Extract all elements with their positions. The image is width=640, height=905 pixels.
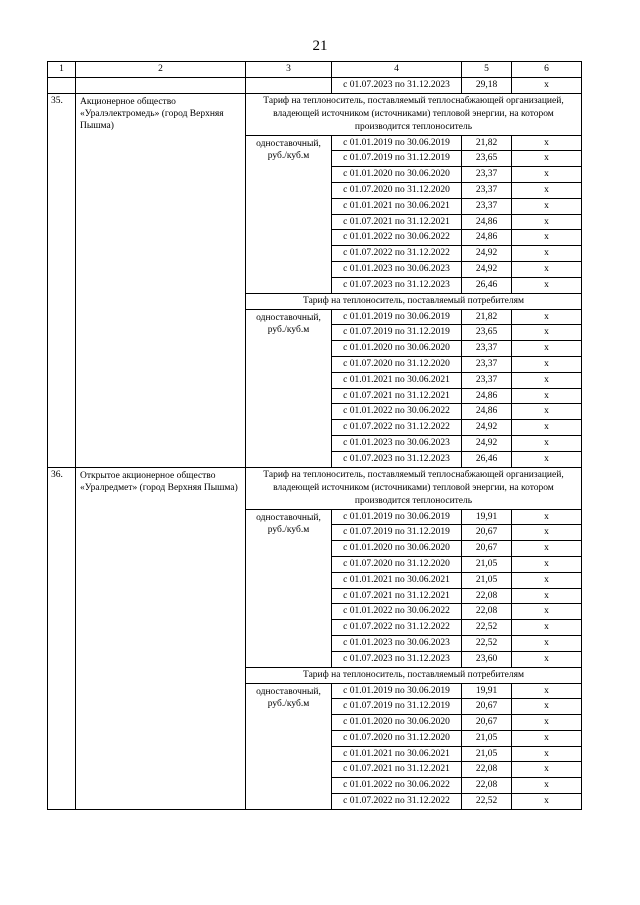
value-cell: 20,67 <box>462 699 512 715</box>
empty-cell <box>48 77 76 93</box>
section-title-row <box>48 93 582 135</box>
value-cell: 21,05 <box>462 730 512 746</box>
value-cell: 19,91 <box>462 683 512 699</box>
mark-cell: х <box>512 325 582 341</box>
period-cell: с 01.01.2022 по 30.06.2022 <box>332 404 462 420</box>
value-cell: 24,86 <box>462 214 512 230</box>
value-cell: 21,05 <box>462 746 512 762</box>
tariff-section-title: Тариф на теплоноситель, поставляемый потребителям <box>246 293 582 309</box>
mark-cell: х <box>512 246 582 262</box>
table-row <box>48 77 582 93</box>
column-number-header-row <box>48 62 582 78</box>
column-header: 3 <box>246 62 332 78</box>
period-cell: с 01.07.2022 по 31.12.2022 <box>332 620 462 636</box>
value-cell: 22,52 <box>462 620 512 636</box>
mark-cell: х <box>512 509 582 525</box>
period-cell: с 01.07.2020 по 31.12.2020 <box>332 182 462 198</box>
period-cell: с 01.07.2022 по 31.12.2022 <box>332 246 462 262</box>
period-cell: с 01.07.2020 по 31.12.2020 <box>332 556 462 572</box>
mark-cell: х <box>512 309 582 325</box>
value-cell: 22,08 <box>462 604 512 620</box>
mark-cell: х <box>512 388 582 404</box>
value-cell: 21,82 <box>462 135 512 151</box>
mark-cell: х <box>512 683 582 699</box>
value-cell: 24,92 <box>462 261 512 277</box>
value-cell: 26,46 <box>462 277 512 293</box>
period-cell: с 01.01.2019 по 30.06.2019 <box>332 309 462 325</box>
value-cell: 23,60 <box>462 651 512 667</box>
period-cell: с 01.01.2021 по 30.06.2021 <box>332 372 462 388</box>
unit-cell: одноставочный, руб./куб.м <box>246 135 332 293</box>
period-cell: с 01.01.2020 по 30.06.2020 <box>332 167 462 183</box>
value-cell: 20,67 <box>462 541 512 557</box>
period-cell: с 01.07.2020 по 31.12.2020 <box>332 356 462 372</box>
value-cell: 22,52 <box>462 794 512 810</box>
unit-cell: одноставочный, руб./куб.м <box>246 309 332 467</box>
mark-cell: х <box>512 277 582 293</box>
entry-number: 35. <box>48 93 76 467</box>
mark-cell: х <box>512 746 582 762</box>
period-cell: с 01.07.2019 по 31.12.2019 <box>332 525 462 541</box>
period-cell: с 01.07.2021 по 31.12.2021 <box>332 388 462 404</box>
value-cell: 24,86 <box>462 230 512 246</box>
period-cell: с 01.01.2022 по 30.06.2022 <box>332 604 462 620</box>
value-cell: 24,92 <box>462 435 512 451</box>
period-cell: с 01.01.2020 по 30.06.2020 <box>332 341 462 357</box>
period-cell: с 01.01.2019 по 30.06.2019 <box>332 683 462 699</box>
organization-name: Акционерное общество «Уралэлектромедь» (город Верхняя Пышма) <box>76 93 246 467</box>
value-cell: 22,08 <box>462 588 512 604</box>
period-cell: с 01.01.2023 по 30.06.2023 <box>332 261 462 277</box>
period-cell: с 01.07.2023 по 31.12.2023 <box>332 277 462 293</box>
mark-cell: х <box>512 341 582 357</box>
mark-cell: х <box>512 572 582 588</box>
period-cell: с 01.01.2019 по 30.06.2019 <box>332 509 462 525</box>
column-header: 6 <box>512 62 582 78</box>
value-cell: 20,67 <box>462 715 512 731</box>
value-cell: 24,86 <box>462 404 512 420</box>
period-cell: с 01.01.2021 по 30.06.2021 <box>332 746 462 762</box>
value-cell: 23,65 <box>462 151 512 167</box>
value-cell: 24,86 <box>462 388 512 404</box>
mark-cell: х <box>512 699 582 715</box>
empty-cell <box>76 77 246 93</box>
value-cell: 24,92 <box>462 246 512 262</box>
unit-cell: одноставочный, руб./куб.м <box>246 509 332 667</box>
column-header: 2 <box>76 62 246 78</box>
mark-cell: х <box>512 198 582 214</box>
mark-cell: х <box>512 135 582 151</box>
mark-cell: х <box>512 151 582 167</box>
page-number: 21 <box>312 38 328 54</box>
tariff-section-title: Тариф на теплоноситель, поставляемый теплоснабжающей организацией, владеющей источником (источниками) тепловой энергии, на котором производится теплоноситель <box>246 467 582 509</box>
mark-cell: х <box>512 261 582 277</box>
period-cell: с 01.01.2023 по 30.06.2023 <box>332 635 462 651</box>
value-cell: 23,37 <box>462 198 512 214</box>
period-cell: с 01.01.2021 по 30.06.2021 <box>332 572 462 588</box>
period-cell: с 01.07.2023 по 31.12.2023 <box>332 77 462 93</box>
mark-cell: х <box>512 604 582 620</box>
value-cell: 24,92 <box>462 420 512 436</box>
value-cell: 19,91 <box>462 509 512 525</box>
value-cell: 21,82 <box>462 309 512 325</box>
mark-cell: х <box>512 214 582 230</box>
entry-number: 36. <box>48 467 76 809</box>
value-cell: 20,67 <box>462 525 512 541</box>
period-cell: с 01.07.2022 по 31.12.2022 <box>332 420 462 436</box>
period-cell: с 01.07.2023 по 31.12.2023 <box>332 651 462 667</box>
mark-cell: х <box>512 715 582 731</box>
period-cell: с 01.07.2020 по 31.12.2020 <box>332 730 462 746</box>
empty-cell <box>246 77 332 93</box>
mark-cell: х <box>512 794 582 810</box>
period-cell: с 01.01.2021 по 30.06.2021 <box>332 198 462 214</box>
value-cell: 29,18 <box>462 77 512 93</box>
value-cell: 21,05 <box>462 572 512 588</box>
mark-cell: х <box>512 588 582 604</box>
period-cell: с 01.07.2021 по 31.12.2021 <box>332 588 462 604</box>
value-cell: 23,37 <box>462 341 512 357</box>
period-cell: с 01.01.2022 по 30.06.2022 <box>332 230 462 246</box>
mark-cell: х <box>512 541 582 557</box>
value-cell: 22,08 <box>462 778 512 794</box>
value-cell: 23,37 <box>462 182 512 198</box>
tariff-section-title: Тариф на теплоноситель, поставляемый потребителям <box>246 667 582 683</box>
period-cell: с 01.07.2019 по 31.12.2019 <box>332 151 462 167</box>
value-cell: 21,05 <box>462 556 512 572</box>
period-cell: с 01.07.2021 по 31.12.2021 <box>332 762 462 778</box>
organization-name: Открытое акционерное общество «Уралредмет» (город Верхняя Пышма) <box>76 467 246 809</box>
value-cell: 23,37 <box>462 167 512 183</box>
period-cell: с 01.07.2022 по 31.12.2022 <box>332 794 462 810</box>
column-header: 1 <box>48 62 76 78</box>
period-cell: с 01.07.2019 по 31.12.2019 <box>332 325 462 341</box>
value-cell: 23,37 <box>462 372 512 388</box>
column-header: 5 <box>462 62 512 78</box>
value-cell: 23,65 <box>462 325 512 341</box>
mark-cell: х <box>512 356 582 372</box>
period-cell: с 01.07.2019 по 31.12.2019 <box>332 699 462 715</box>
mark-cell: х <box>512 230 582 246</box>
mark-cell: х <box>512 167 582 183</box>
mark-cell: х <box>512 778 582 794</box>
mark-cell: х <box>512 635 582 651</box>
mark-cell: х <box>512 762 582 778</box>
column-header: 4 <box>332 62 462 78</box>
period-cell: с 01.07.2023 по 31.12.2023 <box>332 451 462 467</box>
mark-cell: х <box>512 372 582 388</box>
mark-cell: х <box>512 435 582 451</box>
period-cell: с 01.07.2021 по 31.12.2021 <box>332 214 462 230</box>
section-title-row <box>48 467 582 509</box>
mark-cell: х <box>512 651 582 667</box>
mark-cell: х <box>512 420 582 436</box>
period-cell: с 01.01.2020 по 30.06.2020 <box>332 715 462 731</box>
mark-cell: х <box>512 620 582 636</box>
period-cell: с 01.01.2023 по 30.06.2023 <box>332 435 462 451</box>
unit-cell: одноставочный, руб./куб.м <box>246 683 332 809</box>
value-cell: 26,46 <box>462 451 512 467</box>
tariff-section-title: Тариф на теплоноситель, поставляемый теплоснабжающей организацией, владеющей источником (источниками) тепловой энергии, на котором производится теплоноситель <box>246 93 582 135</box>
tariff-table <box>47 61 582 810</box>
value-cell: 22,08 <box>462 762 512 778</box>
period-cell: с 01.01.2019 по 30.06.2019 <box>332 135 462 151</box>
period-cell: с 01.01.2020 по 30.06.2020 <box>332 541 462 557</box>
value-cell: 23,37 <box>462 356 512 372</box>
mark-cell: х <box>512 730 582 746</box>
mark-cell: х <box>512 556 582 572</box>
mark-cell: х <box>512 182 582 198</box>
value-cell: 22,52 <box>462 635 512 651</box>
period-cell: с 01.01.2022 по 30.06.2022 <box>332 778 462 794</box>
mark-cell: х <box>512 404 582 420</box>
mark-cell: х <box>512 451 582 467</box>
mark-cell: х <box>512 77 582 93</box>
mark-cell: х <box>512 525 582 541</box>
